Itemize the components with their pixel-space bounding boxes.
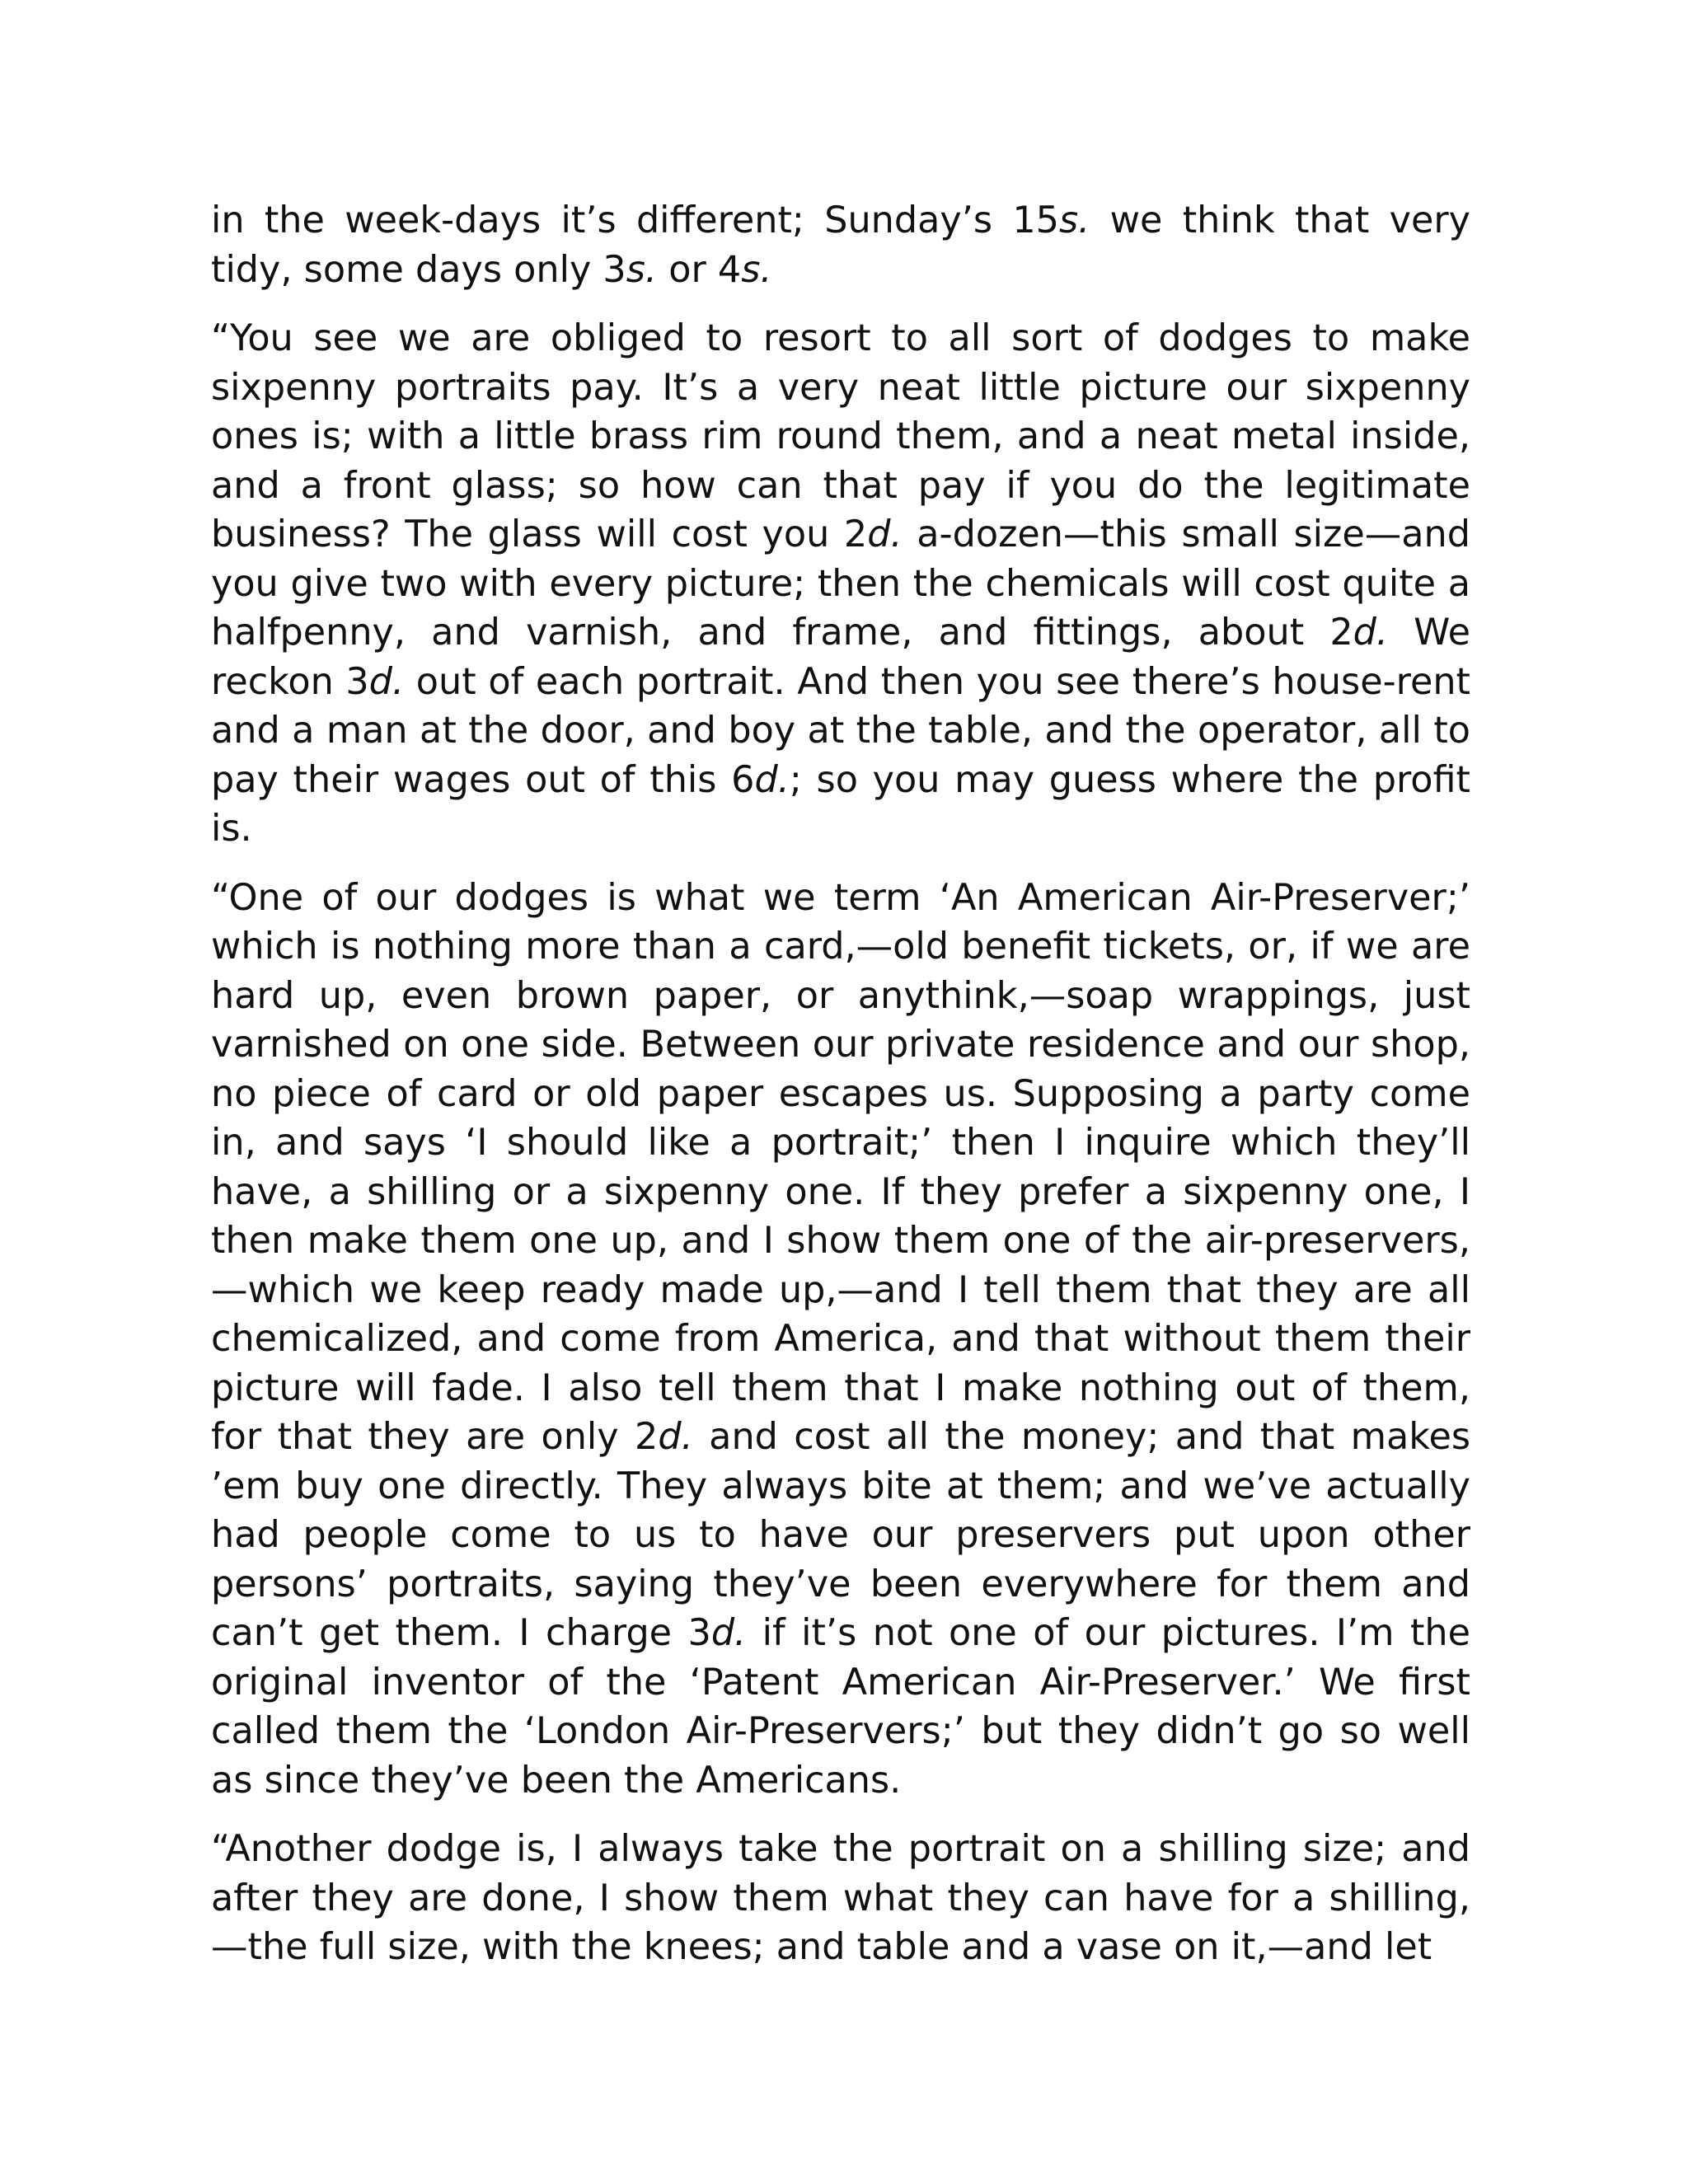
text-run: we think that very tidy, some days only 3: [211, 199, 1470, 291]
document-page: [211, 196, 1470, 1992]
text-run: out of each portrait. And then you see there’s house-rent and a man at the door, and boy at the table, and the operator, all to pay their wages out of this 6: [211, 660, 1471, 801]
text-run: in the week-days it’s different; Sunday’s 15: [211, 199, 1059, 241]
text-run: “You see we are obliged to resort to all sort of dodges to make sixpenny portraits pay. It’s a very neat little picture our sixpenny ones is; with a little brass rim round them, and a neat metal inside, and a front glass; so how can that pay if you do the legitimate business? The glass will cost you 2: [211, 317, 1470, 555]
text-run: ; so you may guess where the profit is.: [211, 758, 1470, 850]
text-run: or 4: [657, 248, 742, 291]
italic-run: d.: [710, 1612, 747, 1654]
paragraph-3: [211, 874, 1470, 1806]
italic-run: s.: [1058, 199, 1090, 241]
paragraph-4: [211, 1825, 1470, 1972]
paragraph-2: [211, 314, 1470, 854]
text-run: a-dozen—this small size—and you give two with every picture; then the chemicals will cost quite a halfpenny, and varnish, and frame, and fittings, about 2: [211, 513, 1470, 654]
italic-run: s.: [626, 248, 658, 291]
italic-run: s.: [741, 248, 772, 291]
italic-run: d.: [368, 660, 405, 703]
paragraph-1: [211, 196, 1470, 294]
italic-run: d.: [754, 758, 790, 801]
italic-run: d.: [658, 1416, 693, 1458]
text-run: “Another dodge is, I always take the portrait on a shilling size; and after they are done, I show them what they can have for a shilling, —the full size, with the knees; and table and a vase on it,—and let: [211, 1828, 1470, 1968]
text-run: if it’s not one of our pictures. I’m the original inventor of the ‘Patent American Air-Preserver.’ We first called them the ‘London Air-Preservers;’ but they didn’t go so well as since they’ve been the Americans.: [211, 1612, 1470, 1802]
italic-run: d.: [1353, 612, 1389, 654]
text-run: We reckon 3: [211, 612, 1471, 703]
italic-run: d.: [867, 513, 903, 555]
text-run: “One of our dodges is what we term ‘An American Air-Preserver;’ which is nothing more than a card,—old benefit tickets, or, if we are hard up, even brown paper, or anythink,—soap wrappings, just varnished on one side. Between our private residence and our shop, no piece of card or old paper escapes us. Supposing a party come in, and says ‘I should like a portrait;’ then I inquire which they’ll have, a shilling or a sixpenny one. If they prefer a sixpenny one, I then make them one up, and I show them one of the air-preservers, —which we keep ready made up,—and I tell them that they are all chemicalized, and come from America, and that without them their picture will fade. I also tell them that I make nothing out of them, for that they are only 2: [211, 876, 1470, 1458]
text-run: and cost all the money; and that makes ’em buy one directly. They always bite at them; and we’ve actually had people come to us to have our preservers put upon other persons’ portraits, saying they’ve been everywhere for them and can’t get them. I charge 3: [211, 1416, 1471, 1654]
